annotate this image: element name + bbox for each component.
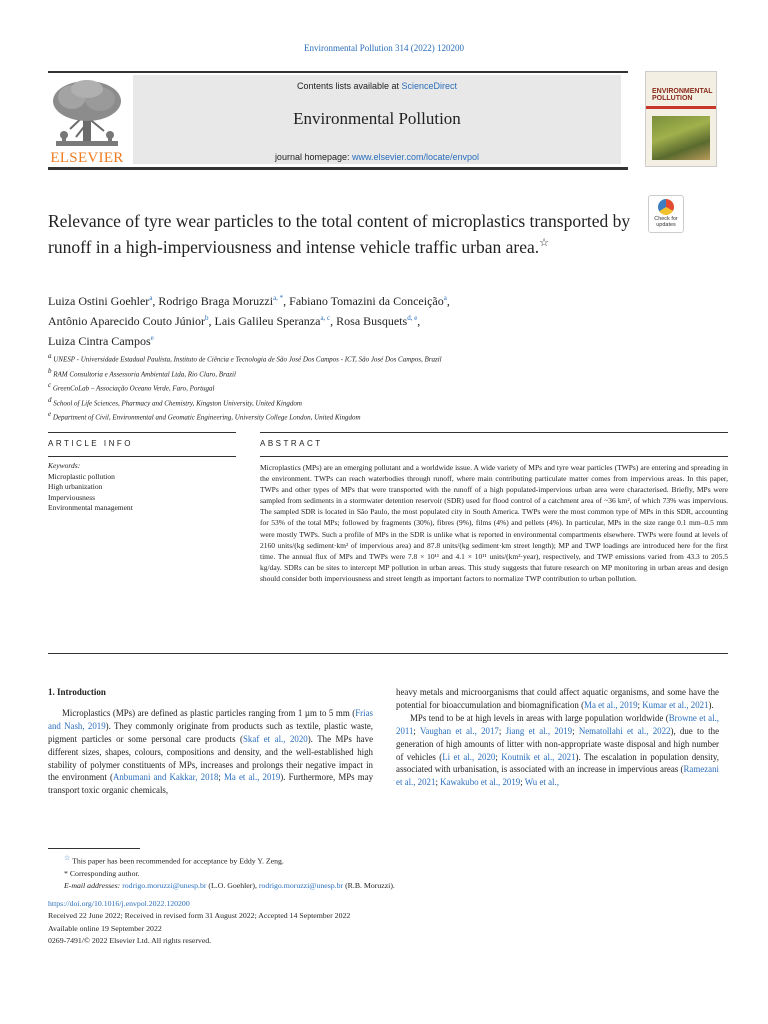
affiliation-item: [48, 351, 728, 366]
footnote-corr-text: Corresponding author.: [69, 869, 140, 878]
journal-name: Environmental Pollution: [293, 109, 461, 128]
keyword-item: High urbanization: [48, 482, 103, 492]
paragraph-text: ;: [435, 777, 441, 788]
footnote-rule: [48, 848, 140, 849]
author-separator: ,: [446, 294, 450, 308]
footnote-star-mark: ☆: [64, 854, 71, 862]
author-affiliation-mark[interactable]: b: [204, 314, 209, 322]
author-affiliation-mark[interactable]: d, e: [407, 314, 418, 322]
sciencedirect-link[interactable]: ScienceDirect: [401, 81, 458, 91]
reference-link[interactable]: Anbumani and Kakkar, 2018: [112, 772, 219, 783]
email-owner-goehler: (L.O. Goehler),: [206, 881, 259, 891]
abstract-bottom-rule: [48, 653, 728, 654]
email-owner-moruzzi: (R.B. Moruzzi).: [343, 881, 395, 891]
journal-citation[interactable]: Environmental Pollution 314 (2022) 120200: [304, 43, 464, 53]
author-name[interactable]: Lais Galileu Speranza: [214, 314, 321, 328]
email-link-moruzzi[interactable]: rodrigo.moruzzi@unesp.br: [258, 881, 344, 891]
paragraph-text: ;: [520, 777, 525, 788]
affiliation-text: Department of Civil, Environmental and Geomatic Engineering, University College London, United Kingdom: [52, 413, 361, 422]
affiliation-mark: a: [48, 352, 52, 360]
author-separator: ,: [283, 294, 290, 308]
copyright: 0269-7491/© 2022 Elsevier Ltd. All rights reserved.: [48, 936, 212, 946]
author-affiliation-mark[interactable]: a, *: [273, 294, 284, 302]
journal-info-box: [133, 75, 621, 164]
publisher-name: ELSEVIER: [50, 150, 124, 166]
affiliation-text: School of Life Sciences, Pharmacy and Chemistry, Kingston University, United Kingdom: [53, 398, 302, 407]
keywords-label: Keywords:: [48, 461, 81, 470]
affiliation-item: [48, 409, 728, 424]
contents-prefix: Contents lists available at: [296, 81, 402, 91]
footnotes: [48, 852, 728, 893]
contents-line: [133, 81, 621, 91]
reference-link[interactable]: Nematollahi et al., 2022: [578, 725, 671, 736]
author-name[interactable]: Luiza Cintra Campos: [48, 334, 151, 348]
author-separator: ,: [152, 294, 159, 308]
footnote-corr-mark: *: [64, 869, 68, 878]
author-affiliation-mark[interactable]: a: [149, 294, 153, 302]
reference-link[interactable]: Vaughan et al., 2017: [420, 725, 499, 736]
author-affiliation-mark[interactable]: a, c: [320, 314, 331, 322]
email-link-goehler[interactable]: rodrigo.moruzzi@unesp.br: [122, 881, 207, 891]
affiliation-mark: d: [48, 395, 52, 404]
check-for-updates-label: Check for updates: [654, 216, 678, 228]
affiliation-item: [48, 366, 728, 381]
author-affiliation-mark[interactable]: e: [150, 334, 154, 342]
reference-link[interactable]: Jiang et al., 2019: [505, 725, 573, 736]
article-title: [48, 210, 638, 258]
affiliation-text: GreenCoLab – Associação Oceano Verde, Faro, Portugal: [52, 384, 215, 393]
homepage-line: [133, 152, 621, 162]
affiliation-text: UNESP - Universidade Estadual Paulista, Instituto de Ciência e Tecnologia de São José Dos Campos - ICT, São José Dos Campos, Brazil: [53, 355, 442, 364]
masthead-bottom-rule: [48, 167, 628, 170]
reference-link[interactable]: Ramezani et al., 2021: [396, 764, 719, 788]
body-column-left: [48, 686, 373, 797]
reference-link[interactable]: Kawakubo et al., 2019: [440, 777, 521, 788]
article-info-top-rule: [48, 432, 236, 433]
journal-masthead: [48, 71, 728, 167]
paragraph-text: ). They commonly originate from products such as textile, plastic waste, pigment particles or some personal care products (: [48, 720, 373, 744]
article-info-heading: ARTICLE INFO: [48, 439, 133, 448]
author-separator: ,: [330, 314, 337, 328]
paragraph-text: MPs tend to be at high levels in areas with large population worldwide (: [410, 712, 669, 723]
article-title-text: Relevance of tyre wear particles to the total content of microplastics transported by runoff in a high-imperviousness and intense vehicle traffic urban area.: [48, 211, 631, 257]
affiliation-item: [48, 395, 728, 410]
affiliation-item: [48, 380, 728, 395]
affiliation-text: RAM Consultoria e Assessoria Ambiental Ltda, Rio Claro, Brazil: [53, 369, 236, 378]
reference-link[interactable]: Li et al., 2020: [442, 751, 496, 762]
available-online: Available online 19 September 2022: [48, 923, 162, 933]
paragraph-text: ;: [413, 725, 420, 736]
author-name[interactable]: Rodrigo Braga Moruzzi: [158, 294, 274, 308]
journal-homepage-link[interactable]: www.elsevier.com/locate/envpol: [352, 152, 480, 162]
author-list: [48, 290, 728, 350]
footnote-emails: [48, 880, 728, 892]
cover-title: ENVIRONMENTAL POLLUTION: [652, 88, 713, 102]
crossmark-icon: [658, 199, 674, 215]
intro-paragraph-1: [48, 707, 373, 797]
paragraph-text: ;: [495, 751, 502, 762]
paragraph-text: ;: [637, 699, 643, 710]
received-dates: Received 22 June 2022; Received in revised form 31 August 2022; Accepted 14 September 2022: [48, 911, 351, 921]
author-name[interactable]: Rosa Busquets: [336, 314, 408, 328]
doi-link[interactable]: https://doi.org/10.1016/j.envpol.2022.120200: [48, 899, 190, 908]
paragraph-text: ).: [708, 699, 714, 710]
author-name[interactable]: Luiza Ostini Goehler: [48, 294, 150, 308]
reference-link[interactable]: Browne et al., 2011: [396, 712, 719, 736]
author-separator: ,: [417, 314, 421, 328]
keywords-block: [48, 461, 236, 514]
reference-link[interactable]: Wu et al.,: [524, 777, 559, 788]
intro-paragraph-3: [396, 712, 719, 789]
paragraph-text: ). The MPs have different sizes, shapes, colours, compositions and density, and the well-established high stability of polymer constituents of MPs, increases and prolongs their negative impact in the environment (: [48, 733, 374, 783]
reference-link[interactable]: Kumar et al., 2021: [642, 699, 709, 710]
paragraph-text: ). The escalation in population density, associated with urbanisation, is associated with an increase in impervious areas (: [396, 751, 720, 775]
cover-band: [646, 106, 716, 109]
author-name[interactable]: Antônio Aparecido Couto Júnior: [48, 314, 205, 328]
affiliation-mark: e: [48, 410, 52, 419]
keyword-item: Microplastic pollution: [48, 471, 115, 481]
cover-photo: [652, 116, 710, 160]
author-affiliation-mark[interactable]: a: [443, 294, 447, 302]
footnote-recommendation-text: This paper has been recommended for acceptance by Eddy Y. Zeng.: [72, 856, 284, 866]
reference-link[interactable]: Koutnik et al., 2021: [501, 751, 576, 762]
reference-link[interactable]: Ma et al., 2019: [584, 699, 638, 710]
abstract-top-rule: [260, 432, 728, 433]
affiliation-mark: c: [48, 381, 52, 390]
paragraph-text: ;: [498, 725, 506, 736]
section-heading-introduction: 1. Introduction: [48, 687, 106, 697]
reference-link[interactable]: Frias and Nash, 2019: [48, 707, 373, 731]
title-footnote-mark[interactable]: ☆: [539, 237, 550, 249]
email-label: E-mail addresses:: [64, 881, 121, 891]
intro-paragraph-2: [396, 686, 719, 712]
abstract-heading: ABSTRACT: [260, 439, 323, 448]
author-separator: ,: [208, 314, 215, 328]
paragraph-text: Microplastics (MPs) are defined as plastic particles ranging from 1 µm to 5 mm (: [62, 707, 356, 718]
reference-link[interactable]: Ma et al., 2019: [224, 772, 281, 783]
homepage-prefix: journal homepage:: [274, 152, 352, 162]
keyword-item: Environmental management: [48, 503, 133, 513]
author-name[interactable]: Fabiano Tomazini da Conceição: [289, 294, 444, 308]
paragraph-text: ;: [572, 725, 579, 736]
paragraph-text: ). Furthermore, MPs may transport toxic organic chemicals,: [48, 772, 374, 796]
abstract-heading-rule: [260, 456, 728, 457]
check-for-updates-button[interactable]: [648, 195, 684, 233]
keyword-item: Imperviousness: [48, 492, 96, 502]
abstract-text: Microplastics (MPs) are an emerging pollutant and a worldwide issue. A wide variety of MPs and tyre wear particles (TWPs) are entering and spreading in the environment. TWPs can reach waterbodies through runoff, where main contributing particulate matter comes from impervious areas. In this paper, TWPs and other types of MPs that were transported with the runoff of a high populated-impervious urban area were characterised. Briefly, MPs were sampled from sediments in a stormwater detention reservoir (SDR) used for flood control of a catchment area of ~36 km², of which 73% was impervious. The sampled SDR is located in São Paulo, the most populated city in South America. TWPs were the most common type of MPs in this SDR, accounting for 53% of the total MPs; followed by fragments (30%), fibres (9%), films (4%) and pellets (4%). In particular, MPs in the size range 0.1 mm–0.5 mm were mostly TWPs. Such a profile of MPs in the SDR is unlike what is reported in environmental compartments elsewhere. TWPs were found at levels of 2160 units/(kg sediment·km² of impervious area) and 87.8 units/(kg sediment·km street length); MP and TWP loadings are introduced here for the first time. The annual flux of MPs and TWPs were 7.8 × 10¹¹ and 4.1 × 10¹¹ units/(km²·year), respectively, and TWP emissions varied from 43.3 to 205.5 kg/day. SDRs can be sites to intercept MP pollution in urban areas. This study suggests that future research on MP monitoring in urban areas and design should consider both imperviousness and street length as important factors to normalize TWP contribution to urban pollution.: [260, 463, 728, 583]
paragraph-text: ), due to the generation of high amounts of litter with non-appropriate waste disposal and high number of vehicles (: [396, 725, 720, 762]
footnote-recommendation: [48, 852, 728, 868]
journal-cover-image: [645, 71, 717, 167]
reference-link[interactable]: Skaf et al., 2020: [243, 733, 308, 744]
affiliation-mark: b: [48, 366, 52, 375]
affiliation-list: [48, 351, 728, 424]
paragraph-text: ;: [218, 772, 225, 783]
article-info-heading-rule: [48, 456, 236, 457]
masthead-top-rule: [48, 71, 628, 73]
footnote-corresponding: [48, 868, 728, 880]
publication-info: [48, 898, 728, 948]
body-column-right: [396, 686, 719, 789]
paragraph-text: heavy metals and microorganisms that could affect aquatic organisms, and some have the potential for bioaccumulation and biomagnification (: [396, 687, 719, 710]
